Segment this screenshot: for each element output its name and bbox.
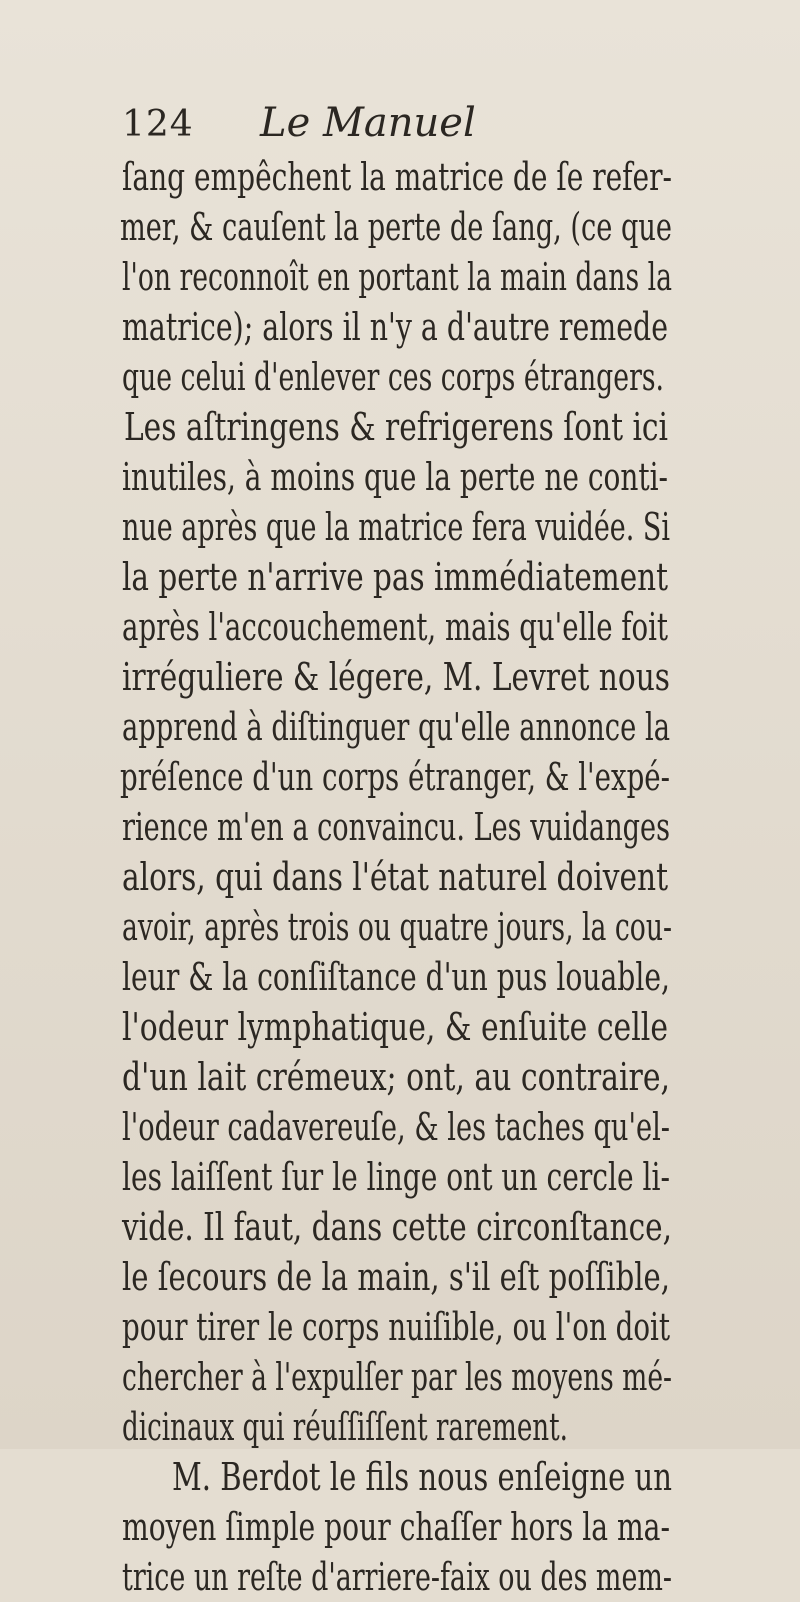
text-line: leur & la conſiſtance d'un pus louable, [122,955,670,999]
text-line: l'odeur cadavereuſe, & les taches qu'el- [122,1105,670,1149]
page-number: 124 [122,104,194,145]
text-line: alors, qui dans l'état naturel doivent [122,855,668,899]
text-line: irréguliere & légere, M. Levret nous [122,655,670,699]
text-line: M. Berdot le fils nous enſeigne un [172,1455,672,1499]
text-line: pour tirer le corps nuiſible, ou l'on doit [122,1305,670,1349]
text-line [122,1442,670,1443]
page-header [122,100,680,150]
text-line: la perte n'arrive pas immédiatement [122,555,668,599]
text-line: matrice); alors il n'y a d'autre remede [122,305,668,349]
text-line: préſence d'un corps étranger, & l'expé- [120,755,670,799]
text-line: après l'accouchement, mais qu'elle foit [122,605,668,649]
text-line: chercher à l'expulſer par les moyens mé- [122,1355,672,1399]
text-line: d'un lait crémeux; ont, au contraire, [122,1055,670,1099]
running-title: Le Manuel [260,100,476,146]
text-line: inutiles, à moins que la perte ne conti- [122,455,668,499]
text-line: avoir, après trois ou quatre jours, la cou- [122,905,672,949]
text-line: ſang empêchent la matrice de ſe refer- [122,155,672,199]
text-line: que celui d'enlever ces corps étrangers. [122,355,664,399]
cut-off-line [0,1442,800,1443]
text-line: les laiſſent ſur le linge ont un cercle li- [122,1155,670,1199]
text-line: nue après que la matrice fera vuidée. Si [122,505,670,549]
text-line: apprend à diſtinguer qu'elle annonce la [122,705,670,749]
text-line: mer, & cauſent la perte de ſang, (ce que [120,205,672,249]
text-line: le ſecours de la main, s'il eſt poſſible, [122,1255,670,1299]
text-line: dicinaux qui réuſſiſſent rarement. [122,1405,568,1449]
text-line: moyen ſimple pour chaſſer hors la ma- [122,1505,670,1549]
text-line: vide. Il faut, dans cette circonſtance, [122,1205,672,1249]
text-line: l'on reconnoît en portant la main dans la [122,255,672,299]
text-line: rience m'en a convaincu. Les vuidanges [122,805,670,849]
text-line: l'odeur lymphatique, & enſuite celle [122,1005,668,1049]
text-line: trice un reſte d'arriere-faix ou des mem- [122,1555,672,1599]
text-line: Les aſtringens & refrigerens ſont ici [124,405,668,449]
